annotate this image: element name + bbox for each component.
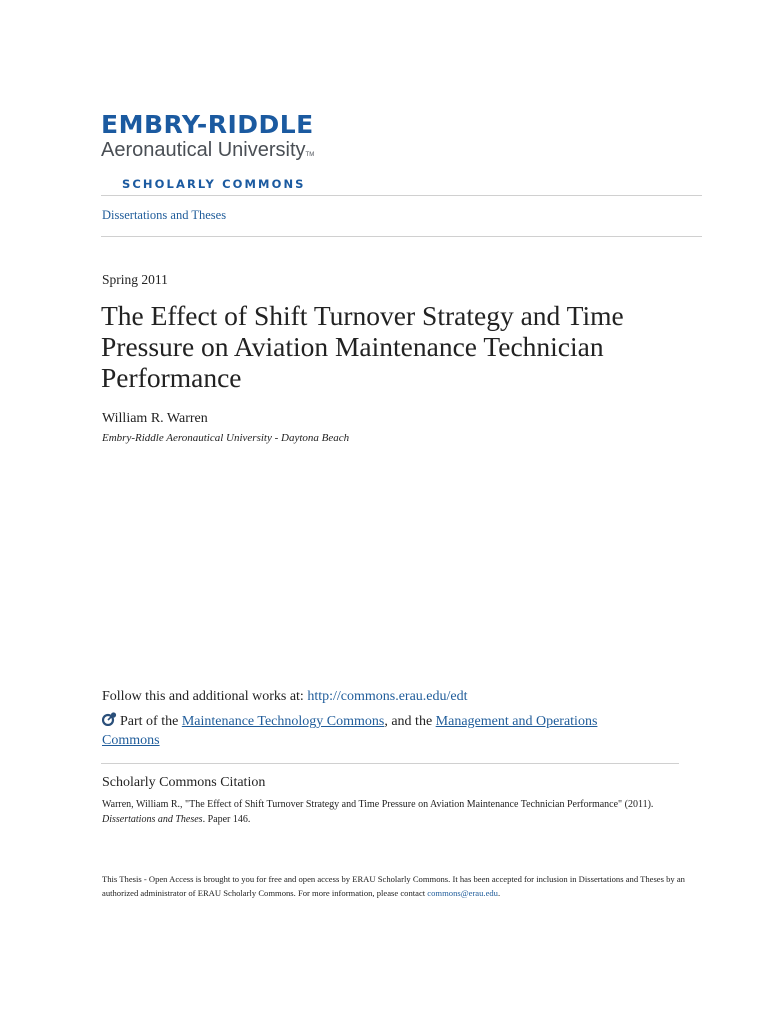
university-logo <box>101 112 381 191</box>
access-notice <box>102 872 692 900</box>
contact-email-link[interactable]: commons@erau.edu <box>427 888 498 898</box>
logo-aero-text: Aeronautical University <box>101 139 306 161</box>
collection-url-link[interactable]: http://commons.erau.edu/edt <box>307 689 468 704</box>
logo-tm: TM <box>305 152 315 158</box>
network-commons-icon <box>102 712 117 726</box>
notice-end: . <box>497 888 501 898</box>
follow-line <box>102 689 468 705</box>
citation-end: . Paper 146. <box>202 814 251 825</box>
citation-heading: Scholarly Commons Citation <box>102 775 266 790</box>
document-title: The Effect of Shift Turnover Strategy and Time Pressure on Aviation Maintenance Technician Performance <box>101 300 624 393</box>
publication-date: Spring 2011 <box>102 272 168 287</box>
header-divider-top <box>101 195 702 196</box>
citation-text <box>102 797 682 827</box>
series-link[interactable]: Dissertations and Theses <box>102 208 227 222</box>
author-affiliation: Embry-Riddle Aeronautical University - Daytona Beach <box>102 432 350 444</box>
citation-divider <box>101 763 679 764</box>
part-of-middle: , and the <box>384 714 436 729</box>
logo-aeronautical-university <box>101 139 381 166</box>
header-divider-bottom <box>101 236 702 237</box>
citation-main: Warren, William R., "The Effect of Shift Turnover Strategy and Time Pressure on Aviation Maintenance Technician Performance" (2011). <box>102 799 654 810</box>
part-of-prefix: Part of the <box>120 714 182 729</box>
follow-label: Follow this and additional works at: <box>102 689 308 704</box>
part-of-line <box>102 712 632 750</box>
management-operations-commons-link[interactable]: Management and Operations Commons <box>102 714 598 748</box>
maintenance-technology-commons-link[interactable]: Maintenance Technology Commons <box>181 714 385 729</box>
logo-scholarly-commons: SCHOLARLY COMMONS <box>122 177 306 191</box>
logo-embry-riddle: EMBRY-RIDDLE <box>101 110 314 139</box>
notice-text: This Thesis - Open Access is brought to you for free and open access by ERAU Scholarly Commons. It has been accepted for inclusion in Dissertations and Theses by an authorized administrator of ERAU Scholarly Commons. For more information, please contact <box>102 874 685 898</box>
author-name: William R. Warren <box>102 411 208 426</box>
citation-journal: Dissertations and Theses <box>102 814 203 825</box>
